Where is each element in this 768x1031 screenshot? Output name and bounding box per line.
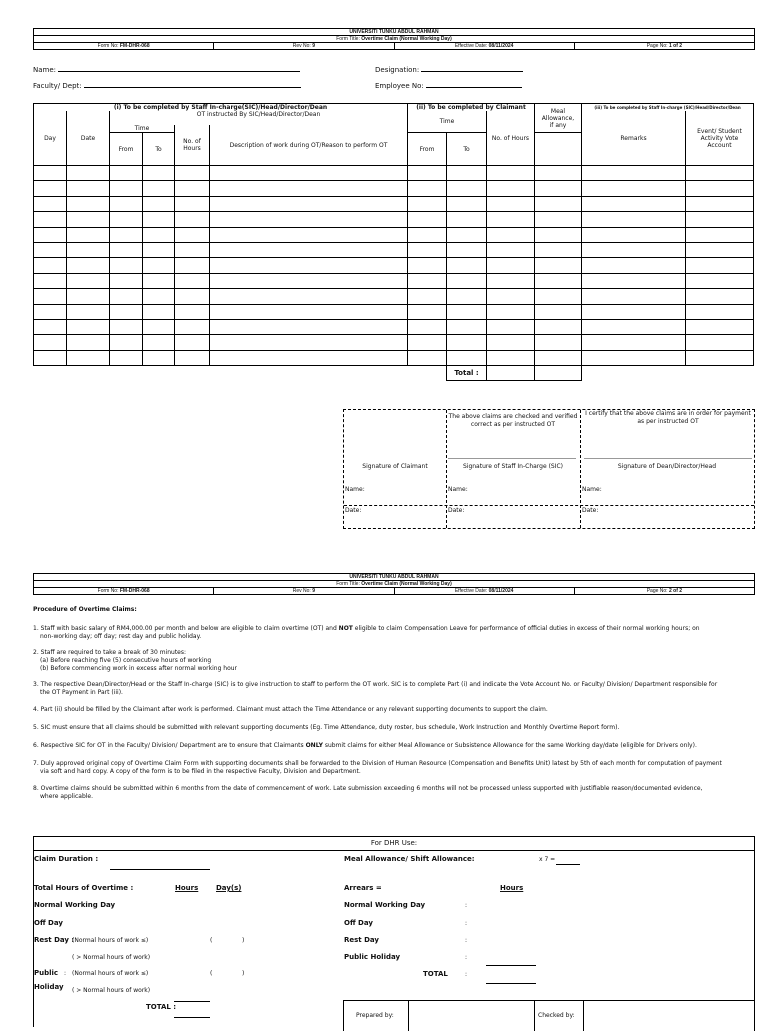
table-cell[interactable]: [34, 350, 67, 365]
table-cell[interactable]: [143, 166, 175, 181]
table-cell[interactable]: [487, 212, 535, 227]
table-cell[interactable]: [110, 242, 143, 257]
table-cell[interactable]: [175, 242, 210, 257]
table-cell[interactable]: [175, 166, 210, 181]
table-cell[interactable]: [535, 227, 582, 242]
table-cell[interactable]: [447, 166, 487, 181]
table-cell[interactable]: [487, 227, 535, 242]
table-cell[interactable]: [175, 319, 210, 334]
table-cell[interactable]: [535, 319, 582, 334]
table-cell[interactable]: [143, 304, 175, 319]
sic-from-header: From: [110, 133, 143, 166]
table-cell[interactable]: [210, 196, 408, 211]
claimant-hours-header: No. of Hours: [487, 111, 535, 166]
designation-field[interactable]: Designation:: [375, 66, 523, 75]
table-row: [34, 227, 754, 242]
table-cell[interactable]: [67, 335, 110, 350]
table-cell[interactable]: [447, 273, 487, 288]
table-cell[interactable]: [535, 304, 582, 319]
procedure-item-5: 5. SIC must ensure that all claims should be submitted with relevant supporting documents (Eg. Time Attendance, duty roster, bus schedule, Work Instruction and Monthly Overtime Report form).: [33, 724, 620, 731]
sic-verification-note: The above claims are checked and verified correct as per instructed OT: [448, 413, 578, 428]
dhr-total-line[interactable]: [174, 1017, 210, 1018]
table-cell[interactable]: [175, 304, 210, 319]
table-cell[interactable]: [686, 289, 754, 304]
table-cell[interactable]: [487, 181, 535, 196]
table-cell[interactable]: [487, 196, 535, 211]
procedure-section: Procedure of Overtime Claims: 1. Staff with basic salary of RM4,000.00 per month and below are eligible to claim overtime (OT) and NOT eligible to claim Compensation Leave for performance of official duties in excess of their normal working hours; on non-working day; off day; rest day and public holiday. 2. Staff are required to take a break of 30 minutes: (a) Before reaching five (5) consecutive hours of working (b) Before commencing work in excess after normal working hour 3. The respective Dean/Director/Head or the Staff In-charge (SIC) is to give instruction to staff to perform the OT work. SIC is to complete Part (i) and indicate the Vote Account No. or Faculty/ Division/ Department responsible for the OT Payment in Part (iii). 4. Part (ii) should be filled by the Claimant after work is performed. Claimant must attach the Time Attendance or any relevant supporting documents to support the claim. 5. SIC must ensure that all claims should be submitted with relevant supporting documents (Eg. Time Attendance, duty roster, bus schedule, Work Instruction and Monthly Overtime Report form). 6. Respective SIC for OT in the Faculty/ Division/ Department are to ensure that Claimants ONLY submit claims for either Meal Allowance or Subsistence Allowance for the same Working day/date (eligible for Drivers only). 7. Duly approved original copy of Overtime Claim Form with supporting documents shall be forwarded to the Division of Human Resource (Compensation and Benefits Unit) latest by 5th of each month for computation of payment via soft and hard copy. A copy of the form is to be filed in the respective Faculty, Division and Department. 8. Overtime claims should be submitted within 6 months from the date of commencement of work. Late submission exceeding 6 months will not be processed unless supported with justifiable reason/documented evidence, where applicable.: [33, 606, 755, 801]
meal-allowance-line[interactable]: [556, 864, 580, 865]
table-cell[interactable]: [210, 227, 408, 242]
table-cell[interactable]: [143, 212, 175, 227]
page-no: 1 of 2: [668, 43, 683, 49]
rev-no: 9: [312, 43, 315, 49]
table-row: [34, 350, 754, 365]
table-cell[interactable]: [535, 181, 582, 196]
table-cell[interactable]: [408, 350, 447, 365]
table-cell[interactable]: [110, 212, 143, 227]
claimant-from-header: From: [408, 133, 447, 166]
table-cell[interactable]: [34, 166, 67, 181]
table-cell[interactable]: [408, 227, 447, 242]
table-cell[interactable]: [67, 319, 110, 334]
table-cell[interactable]: [210, 166, 408, 181]
table-cell[interactable]: [67, 304, 110, 319]
table-cell[interactable]: [67, 166, 110, 181]
table-cell[interactable]: [535, 335, 582, 350]
table-cell[interactable]: [686, 350, 754, 365]
table-cell[interactable]: [408, 273, 447, 288]
table-cell[interactable]: [535, 212, 582, 227]
total-label: Total :: [447, 366, 487, 381]
table-cell[interactable]: [487, 273, 535, 288]
university-name: UNIVERSITI TUNKU ABDUL RAHMAN: [34, 29, 754, 36]
table-cell[interactable]: [408, 289, 447, 304]
table-cell[interactable]: [67, 181, 110, 196]
table-cell[interactable]: [582, 273, 686, 288]
table-cell[interactable]: [686, 273, 754, 288]
form-title-row: Form Title: Overtime Claim (Normal Working Day): [34, 36, 754, 43]
table-cell[interactable]: [210, 181, 408, 196]
table-cell[interactable]: [67, 227, 110, 242]
table-cell[interactable]: [686, 242, 754, 257]
table-cell[interactable]: [210, 289, 408, 304]
table-cell[interactable]: [686, 196, 754, 211]
table-cell[interactable]: [110, 319, 143, 334]
table-cell[interactable]: [110, 350, 143, 365]
table-row: [34, 181, 754, 196]
table-cell[interactable]: [143, 289, 175, 304]
sic-signature-label: Signature of Staff In-Charge (SIC): [462, 463, 564, 470]
table-row: [34, 196, 754, 211]
table-cell[interactable]: [210, 335, 408, 350]
dean-certification-note: I certify that the above claims are in order for payment as per instructed OT: [585, 410, 751, 425]
table-cell[interactable]: [143, 319, 175, 334]
table-row: [34, 289, 754, 304]
table-cell[interactable]: [110, 304, 143, 319]
table-cell[interactable]: [175, 227, 210, 242]
table-cell[interactable]: [408, 181, 447, 196]
table-cell[interactable]: [535, 350, 582, 365]
table-cell[interactable]: [210, 258, 408, 273]
table-cell[interactable]: [447, 258, 487, 273]
sic-time-header: Time: [110, 125, 175, 133]
description-header: Description of work during OT/Reason to perform OT: [210, 125, 408, 166]
dean-date-field[interactable]: Date:: [582, 507, 599, 514]
claimant-date-field[interactable]: Date:: [345, 507, 362, 514]
dhr-use-section: For DHR Use: Claim Duration : Meal Allowance/ Shift Allowance: x 7 = Total Hours of Overtime : Hours Day(s) Normal Working Day Off Day Rest Day : (Normal hours of work ≤) ( ) ( > Normal hours of work) Public : (Normal hours of work ≤) ( ) Holiday ( > Normal hours of work) TOTAL : Arrears = Hours Normal Working Day : Off Day : Rest Day : Public Holiday : TOTAL : Prepared by: Checked by:: [33, 836, 755, 1027]
table-cell[interactable]: [110, 181, 143, 196]
table-row: [34, 166, 754, 181]
table-cell[interactable]: [67, 273, 110, 288]
approval-box: [343, 1000, 755, 1031]
table-cell[interactable]: [34, 242, 67, 257]
table-cell[interactable]: [210, 242, 408, 257]
table-cell[interactable]: [582, 196, 686, 211]
form-title: Overtime Claim (Normal Working Day): [361, 36, 452, 42]
table-cell[interactable]: [175, 335, 210, 350]
sic-name-field[interactable]: Name:: [448, 486, 468, 493]
table-cell[interactable]: [143, 181, 175, 196]
table-cell[interactable]: [487, 242, 535, 257]
table-cell[interactable]: [582, 304, 686, 319]
total-hours-cell[interactable]: [487, 366, 535, 381]
table-cell[interactable]: [686, 227, 754, 242]
prepared-by-label: Prepared by:: [356, 1012, 394, 1019]
table-cell[interactable]: [34, 289, 67, 304]
table-cell[interactable]: [447, 181, 487, 196]
remarks-header: Remarks: [582, 111, 686, 166]
table-cell[interactable]: [67, 289, 110, 304]
dean-name-field[interactable]: Name:: [582, 486, 602, 493]
table-row: [34, 319, 754, 334]
table-cell[interactable]: [34, 212, 67, 227]
table-cell[interactable]: [110, 273, 143, 288]
table-cell[interactable]: [487, 166, 535, 181]
faculty-field[interactable]: Faculty/ Dept:: [33, 82, 301, 91]
table-row: [34, 273, 754, 288]
form-header-page-1: [33, 28, 755, 50]
table-cell[interactable]: [34, 304, 67, 319]
table-cell[interactable]: [535, 273, 582, 288]
table-cell[interactable]: [487, 304, 535, 319]
arrears-total-line[interactable]: [486, 983, 536, 984]
table-cell[interactable]: [143, 227, 175, 242]
table-cell[interactable]: [582, 242, 686, 257]
table-cell[interactable]: [175, 196, 210, 211]
table-cell[interactable]: [582, 181, 686, 196]
table-cell[interactable]: [110, 196, 143, 211]
total-hours-label: Total Hours of Overtime :: [34, 884, 134, 892]
procedure-item-7: 7. Duly approved original copy of Overtime Claim Form with supporting documents shall be forwarded to the Division of Human Resource (Compensation and Benefits Unit) latest by 5th of each month for computation of payment: [33, 760, 722, 767]
ot-instructed-by: OT instructed By SIC/Head/Director/Dean: [110, 111, 408, 125]
claim-duration-line[interactable]: [110, 869, 210, 870]
procedure-title: Procedure of Overtime Claims:: [33, 606, 137, 613]
procedure-item-8: 8. Overtime claims should be submitted within 6 months from the date of commencement of work. Late submission exceeding 6 months will not be processed unless supported with justifiable reason/documented evidence,: [33, 785, 703, 792]
table-cell[interactable]: [210, 273, 408, 288]
table-row: [34, 335, 754, 350]
table-cell[interactable]: [110, 166, 143, 181]
table-cell[interactable]: [110, 335, 143, 350]
table-cell[interactable]: [408, 258, 447, 273]
table-cell[interactable]: [535, 166, 582, 181]
table-cell[interactable]: [175, 212, 210, 227]
table-cell[interactable]: [535, 196, 582, 211]
table-cell[interactable]: [408, 319, 447, 334]
arrears-label: Arrears =: [344, 884, 382, 892]
procedure-item-6: 6. Respective SIC for OT in the Faculty/ Division/ Department are to ensure that Claimants ONLY submit claims for either Meal Allowance or Subsistence Allowance for the same Working day/date (eligible for Drivers only).: [33, 742, 697, 749]
checked-by-label: Checked by:: [538, 1012, 575, 1019]
table-cell[interactable]: [34, 181, 67, 196]
table-body: [34, 166, 754, 366]
table-cell[interactable]: [447, 289, 487, 304]
table-cell[interactable]: [487, 335, 535, 350]
table-cell[interactable]: [34, 273, 67, 288]
dhr-title: For DHR Use:: [34, 837, 754, 851]
table-cell[interactable]: [582, 289, 686, 304]
procedure-item-1: 1. Staff with basic salary of RM4,000.00 per month and below are eligible to claim overtime (OT) and NOT eligible to claim Compensation Leave for performance of official duties in excess of their normal working hours; on: [33, 625, 700, 632]
table-cell[interactable]: [408, 242, 447, 257]
table-cell[interactable]: [34, 319, 67, 334]
table-cell[interactable]: [67, 242, 110, 257]
table-cell[interactable]: [582, 212, 686, 227]
table-cell[interactable]: [143, 273, 175, 288]
table-row: [34, 258, 754, 273]
part-3-heading: (iii) To be completed by Staff In-charge (SIC)/Head/Director/Dean: [582, 104, 754, 112]
table-cell[interactable]: [110, 258, 143, 273]
date-header: Date: [67, 111, 110, 166]
table-cell[interactable]: [535, 242, 582, 257]
day-header: Day: [34, 111, 67, 166]
claimant-name-field[interactable]: Name:: [345, 486, 365, 493]
part-1-heading: (i) To be completed by Staff In-charge(SIC)/Head/Director/Dean: [34, 104, 408, 112]
table-row: [34, 242, 754, 257]
table-cell[interactable]: [143, 242, 175, 257]
event-vote-header: Event/ Student Activity Vote Account: [686, 111, 754, 166]
table-cell[interactable]: [67, 196, 110, 211]
table-cell[interactable]: [686, 212, 754, 227]
table-cell[interactable]: [34, 258, 67, 273]
table-cell[interactable]: [143, 258, 175, 273]
dhr-total-label: TOTAL :: [146, 1003, 177, 1011]
total-meal-cell[interactable]: [535, 366, 582, 381]
employee-no-field[interactable]: Employee No:: [375, 82, 522, 91]
meal-allowance-header: Meal Allowance, if any: [535, 104, 582, 133]
table-cell[interactable]: [686, 304, 754, 319]
table-cell[interactable]: [143, 335, 175, 350]
table-cell[interactable]: [582, 258, 686, 273]
table-cell[interactable]: [686, 181, 754, 196]
table-cell[interactable]: [447, 304, 487, 319]
table-cell[interactable]: [175, 350, 210, 365]
table-cell[interactable]: [582, 227, 686, 242]
part-2-heading: (ii) To be completed by Claimant: [408, 104, 535, 112]
table-cell[interactable]: [110, 227, 143, 242]
form-no: FM-DHR-068: [119, 43, 150, 49]
table-row: [34, 212, 754, 227]
claimant-signature-label: Signature of Claimant: [362, 463, 428, 470]
claimant-time-header: Time: [408, 111, 487, 133]
table-cell[interactable]: [487, 319, 535, 334]
sic-hours-header: No. of Hours: [175, 125, 210, 166]
table-cell[interactable]: [447, 350, 487, 365]
table-cell[interactable]: [447, 319, 487, 334]
table-cell[interactable]: [175, 181, 210, 196]
table-row: [34, 304, 754, 319]
sic-date-field[interactable]: Date:: [448, 507, 465, 514]
claim-duration-label: Claim Duration :: [34, 855, 99, 863]
table-cell[interactable]: [34, 227, 67, 242]
table-cell[interactable]: [110, 289, 143, 304]
table-cell[interactable]: [408, 335, 447, 350]
name-field[interactable]: Name:: [33, 66, 300, 75]
sic-to-header: To: [143, 133, 175, 166]
table-cell[interactable]: [487, 258, 535, 273]
effective-date: 08/11/2024: [488, 43, 514, 49]
table-cell[interactable]: [582, 335, 686, 350]
table-cell[interactable]: [686, 319, 754, 334]
table-cell[interactable]: [447, 196, 487, 211]
form-meta-row: Form No: FM-DHR-068 Rev No: 9 Effective Date: 08/11/2024 Page No: 1 of 2: [34, 43, 754, 49]
meal-allowance-label: Meal Allowance/ Shift Allowance:: [344, 855, 475, 863]
table-cell[interactable]: [210, 304, 408, 319]
table-cell[interactable]: [487, 289, 535, 304]
table-cell[interactable]: [582, 319, 686, 334]
table-cell[interactable]: [34, 196, 67, 211]
signature-block: [343, 409, 755, 529]
table-cell[interactable]: [67, 258, 110, 273]
table-cell[interactable]: [175, 273, 210, 288]
table-cell[interactable]: [686, 258, 754, 273]
procedure-item-2: 2. Staff are required to take a break of 30 minutes:: [33, 649, 187, 656]
form-header-page-2: UNIVERSITI TUNKU ABDUL RAHMAN Form Title: Overtime Claim (Normal Working Day) Form No: FM-DHR-068 Rev No: 9 Effective Date: 08/11/2024 Page No: 2 of 2: [33, 573, 755, 595]
table-cell[interactable]: [175, 258, 210, 273]
procedure-item-4: 4. Part (ii) should be filled by the Claimant after work is performed. Claimant must attach the Time Attendance or any relevant supporting documents to support the claim.: [33, 706, 548, 713]
table-cell[interactable]: [408, 304, 447, 319]
table-cell[interactable]: [447, 242, 487, 257]
table-cell[interactable]: [210, 319, 408, 334]
claimant-to-header: To: [447, 133, 487, 166]
table-cell[interactable]: [408, 166, 447, 181]
table-cell[interactable]: [408, 212, 447, 227]
overtime-claim-table: [33, 103, 754, 381]
table-cell[interactable]: [143, 196, 175, 211]
table-cell[interactable]: [210, 350, 408, 365]
table-cell[interactable]: [447, 227, 487, 242]
table-cell[interactable]: [535, 289, 582, 304]
table-cell[interactable]: [143, 350, 175, 365]
table-cell[interactable]: [447, 335, 487, 350]
table-cell[interactable]: [582, 166, 686, 181]
table-cell[interactable]: [175, 289, 210, 304]
table-cell[interactable]: [582, 350, 686, 365]
table-cell[interactable]: [210, 212, 408, 227]
table-cell[interactable]: [447, 212, 487, 227]
table-cell[interactable]: [686, 335, 754, 350]
table-cell[interactable]: [34, 335, 67, 350]
dean-signature-label: Signature of Dean/Director/Head: [617, 463, 717, 470]
table-cell[interactable]: [408, 196, 447, 211]
procedure-item-3: 3. The respective Dean/Director/Head or the Staff In-charge (SIC) is to give instruction to staff to perform the OT work. SIC is to complete Part (i) and indicate the Vote Account No. or Faculty/ Division/ Department responsible for: [33, 681, 718, 688]
table-cell[interactable]: [487, 350, 535, 365]
table-cell[interactable]: [67, 212, 110, 227]
table-cell[interactable]: [535, 258, 582, 273]
table-cell[interactable]: [67, 350, 110, 365]
table-cell[interactable]: [686, 166, 754, 181]
